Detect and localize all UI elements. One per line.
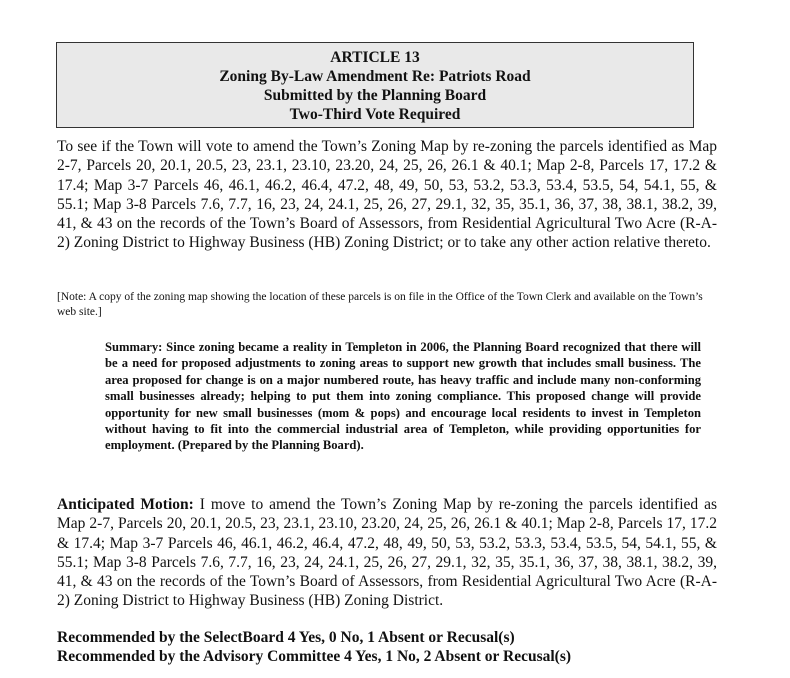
article-body: To see if the Town will vote to amend the Town’s Zoning Map by re-zoning the parcels identified as Map 2-7, Parcels 20, 20.1, 20.5, 23, 23.1, 23.10, 23.20, 24, 25, 26, 26.1 & 40.1; Map 2-8, Parcels 17, 17.2 & 17.4; Map 3-7 Parcels 46, 46.1, 46.2, 46.4, 47.2, 48, 49, 50, 53, 53.2, 53.3, 53.4, 53.5, 54, 54.1, 55, & 55.1; Map 3-8 Parcels 7.6, 7.7, 16, 23, 24, 24.1, 25, 26, 27, 29.1, 32, 35, 35.1, 36, 37, 38, 38.1, 38.2, 39, 41, & 43 on the records of the Town’s Board of Assessors, from Residential Agricultural Two Acre (R-A-2) Zoning District to Highway Business (HB) Zoning District; or to take any other action relative thereto. [57,138,717,252]
article-number: ARTICLE 13 [330,49,420,66]
recommendations [57,629,717,666]
vote-required: Two-Third Vote Required [289,106,461,123]
motion-text: I move to amend the Town’s Zoning Map by re-zoning the parcels identified as Map 2-7, Parcels 20, 20.1, 20.5, 23, 23.1, 23.10, 23.20, 24, 25, 26, 26.1 & 40.1; Map 2-8, Parcels 17, 17.2 & 17.4; Map 3-7 Parcels 46, 46.1, 46.2, 46.4, 47.2, 48, 49, 50, 53, 53.2, 53.3, 53.4, 53.5, 54, 54.1, 55, & 55.1; Map 3-8 Parcels 7.6, 7.7, 16, 23, 24, 24.1, 25, 26, 27, 29.1, 32, 35, 35.1, 36, 37, 38, 38.1, 38.2, 39, 41, & 43 on the records of the Town’s Board of Assessors, from Residential Agricultural Two Acre (R-A-2) Zoning District to Highway Business (HB) Zoning District. [57,496,717,610]
selectboard-recommendation: Recommended by the SelectBoard 4 Yes, 0 No, 1 Absent or Recusal(s) [57,629,515,646]
note: [Note: A copy of the zoning map showing the location of these parcels is on file in the Office of the Town Clerk and available on the Town’s web site.] [57,291,703,318]
submitted-by: Submitted by the Planning Board [263,87,487,104]
summary: Summary: Since zoning became a reality in Templeton in 2006, the Planning Board recognized that there will be a need for proposed adjustments to zoning areas to support new growth that includes small business. The area proposed for change is on a major numbered route, has heavy traffic and include many non-conforming small businesses already; helping to put them into zoning compliance. This proposed change will provide opportunity for new small businesses (mom & pops) and encourage local residents to invest in Templeton without having to fit into the commercial industrial area of Templeton, while providing opportunities for employment. (Prepared by the Planning Board). [105,340,701,453]
motion-label: Anticipated Motion: [57,496,194,513]
advisory-recommendation: Recommended by the Advisory Committee 4 Yes, 1 No, 2 Absent or Recusal(s) [57,647,572,665]
article-header-box [56,42,694,128]
article-title: Zoning By-Law Amendment Re: Patriots Road [219,68,531,85]
anticipated-motion [57,495,717,611]
